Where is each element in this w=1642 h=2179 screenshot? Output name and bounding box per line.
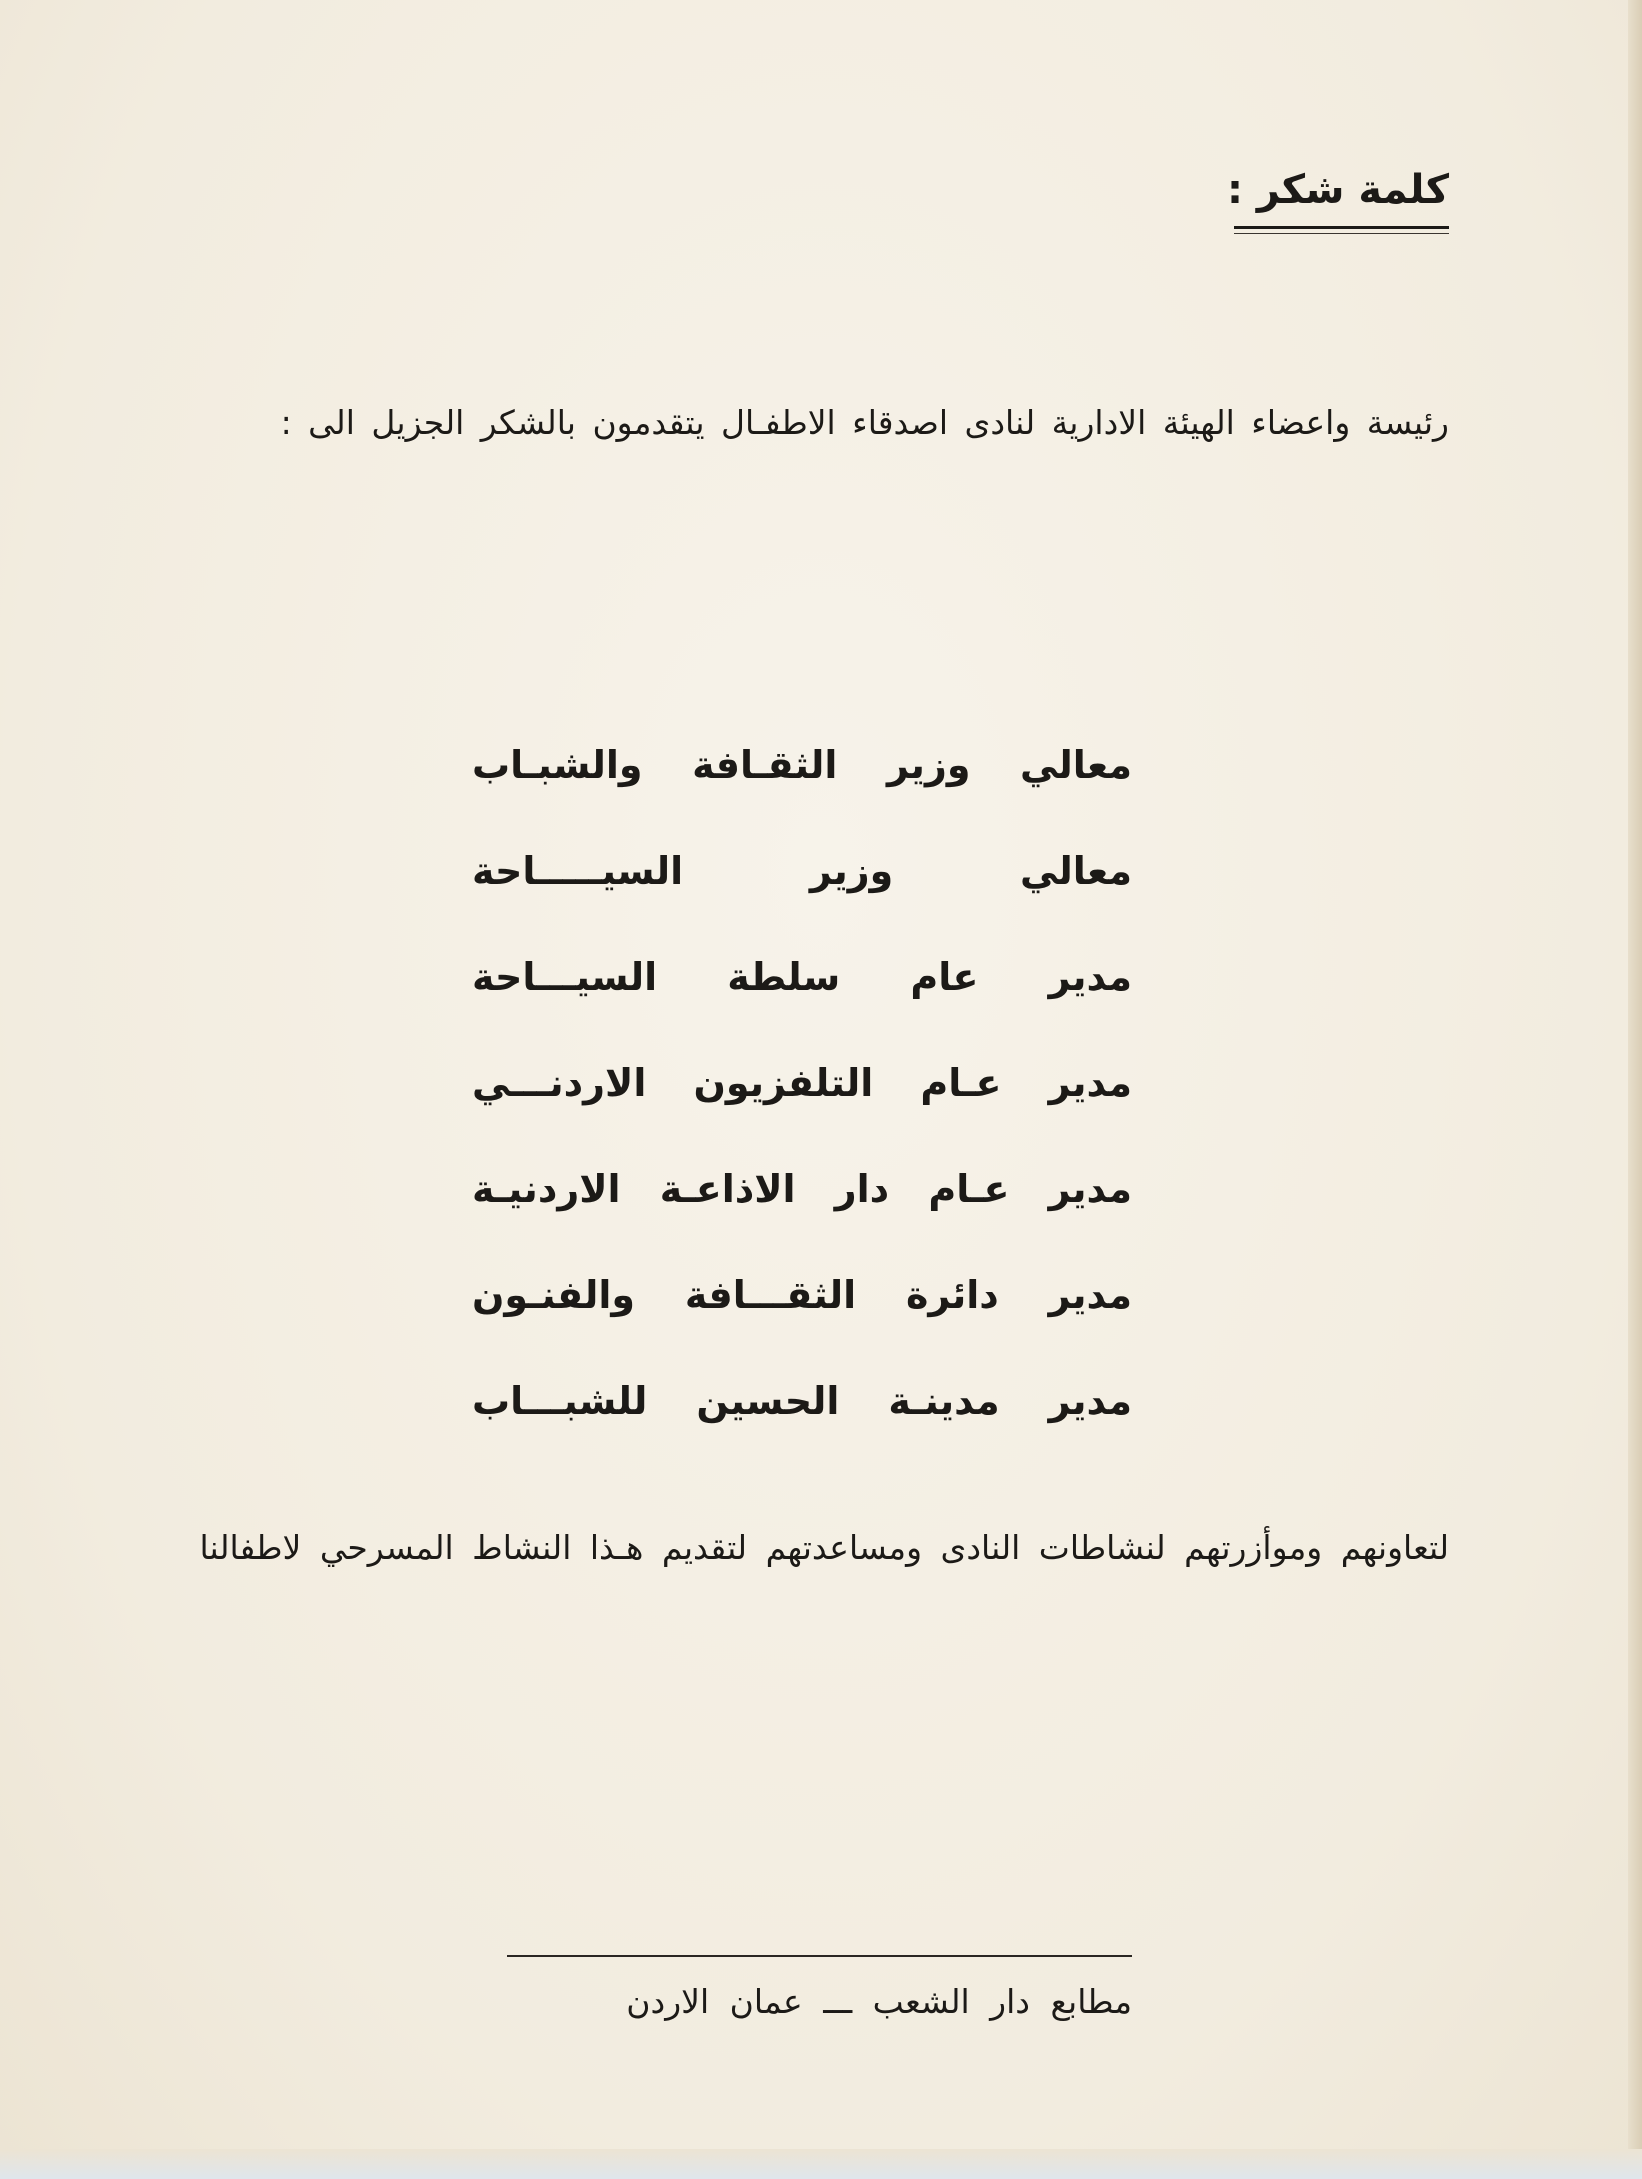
- recipient-text: مدير دائرة الثقـــافة والفنـون: [472, 1273, 1132, 1317]
- heading-underline-secondary: [1234, 233, 1449, 234]
- recipient-text: معالي وزير السيـــــاحة: [472, 849, 1132, 893]
- heading-underline: [1234, 226, 1449, 229]
- list-item: [472, 1242, 1132, 1348]
- list-item: [472, 924, 1132, 1030]
- recipient-text: مدير عام سلطة السيـــاحة: [472, 955, 1132, 999]
- paper-edge-right: [1628, 0, 1642, 2179]
- printer-footer: مطابع دار الشعب ـــ عمان الاردن: [626, 1982, 1132, 2021]
- list-item: [472, 712, 1132, 818]
- intro-paragraph: رئيسة واعضاء الهيئة الادارية لنادى اصدقاء الاطفـال يتقدمون بالشكر الجزيل الى :: [280, 403, 1449, 442]
- recipients-list: [472, 712, 1132, 1454]
- recipient-text: مدير عـام التلفزيون الاردنـــي: [472, 1061, 1132, 1105]
- list-item: [472, 1030, 1132, 1136]
- list-item: [472, 1136, 1132, 1242]
- page-heading: كلمة شكر :: [1227, 167, 1449, 213]
- list-item: [472, 818, 1132, 924]
- recipient-text: مدير مدينـة الحسين للشبـــاب: [472, 1379, 1132, 1423]
- list-item: [472, 1348, 1132, 1454]
- recipient-text: مدير عـام دار الاذاعـة الاردنيـة: [472, 1167, 1132, 1211]
- paper-edge-bottom: [0, 2149, 1642, 2179]
- recipient-text: معالي وزير الثقـافة والشبـاب: [472, 743, 1132, 787]
- footer-rule: [507, 1955, 1132, 1957]
- closing-paragraph: لتعاونهم وموأزرتهم لنشاطات النادى ومساعدتهم لتقديم هـذا النشاط المسرحي لاطفالنا: [199, 1528, 1449, 1567]
